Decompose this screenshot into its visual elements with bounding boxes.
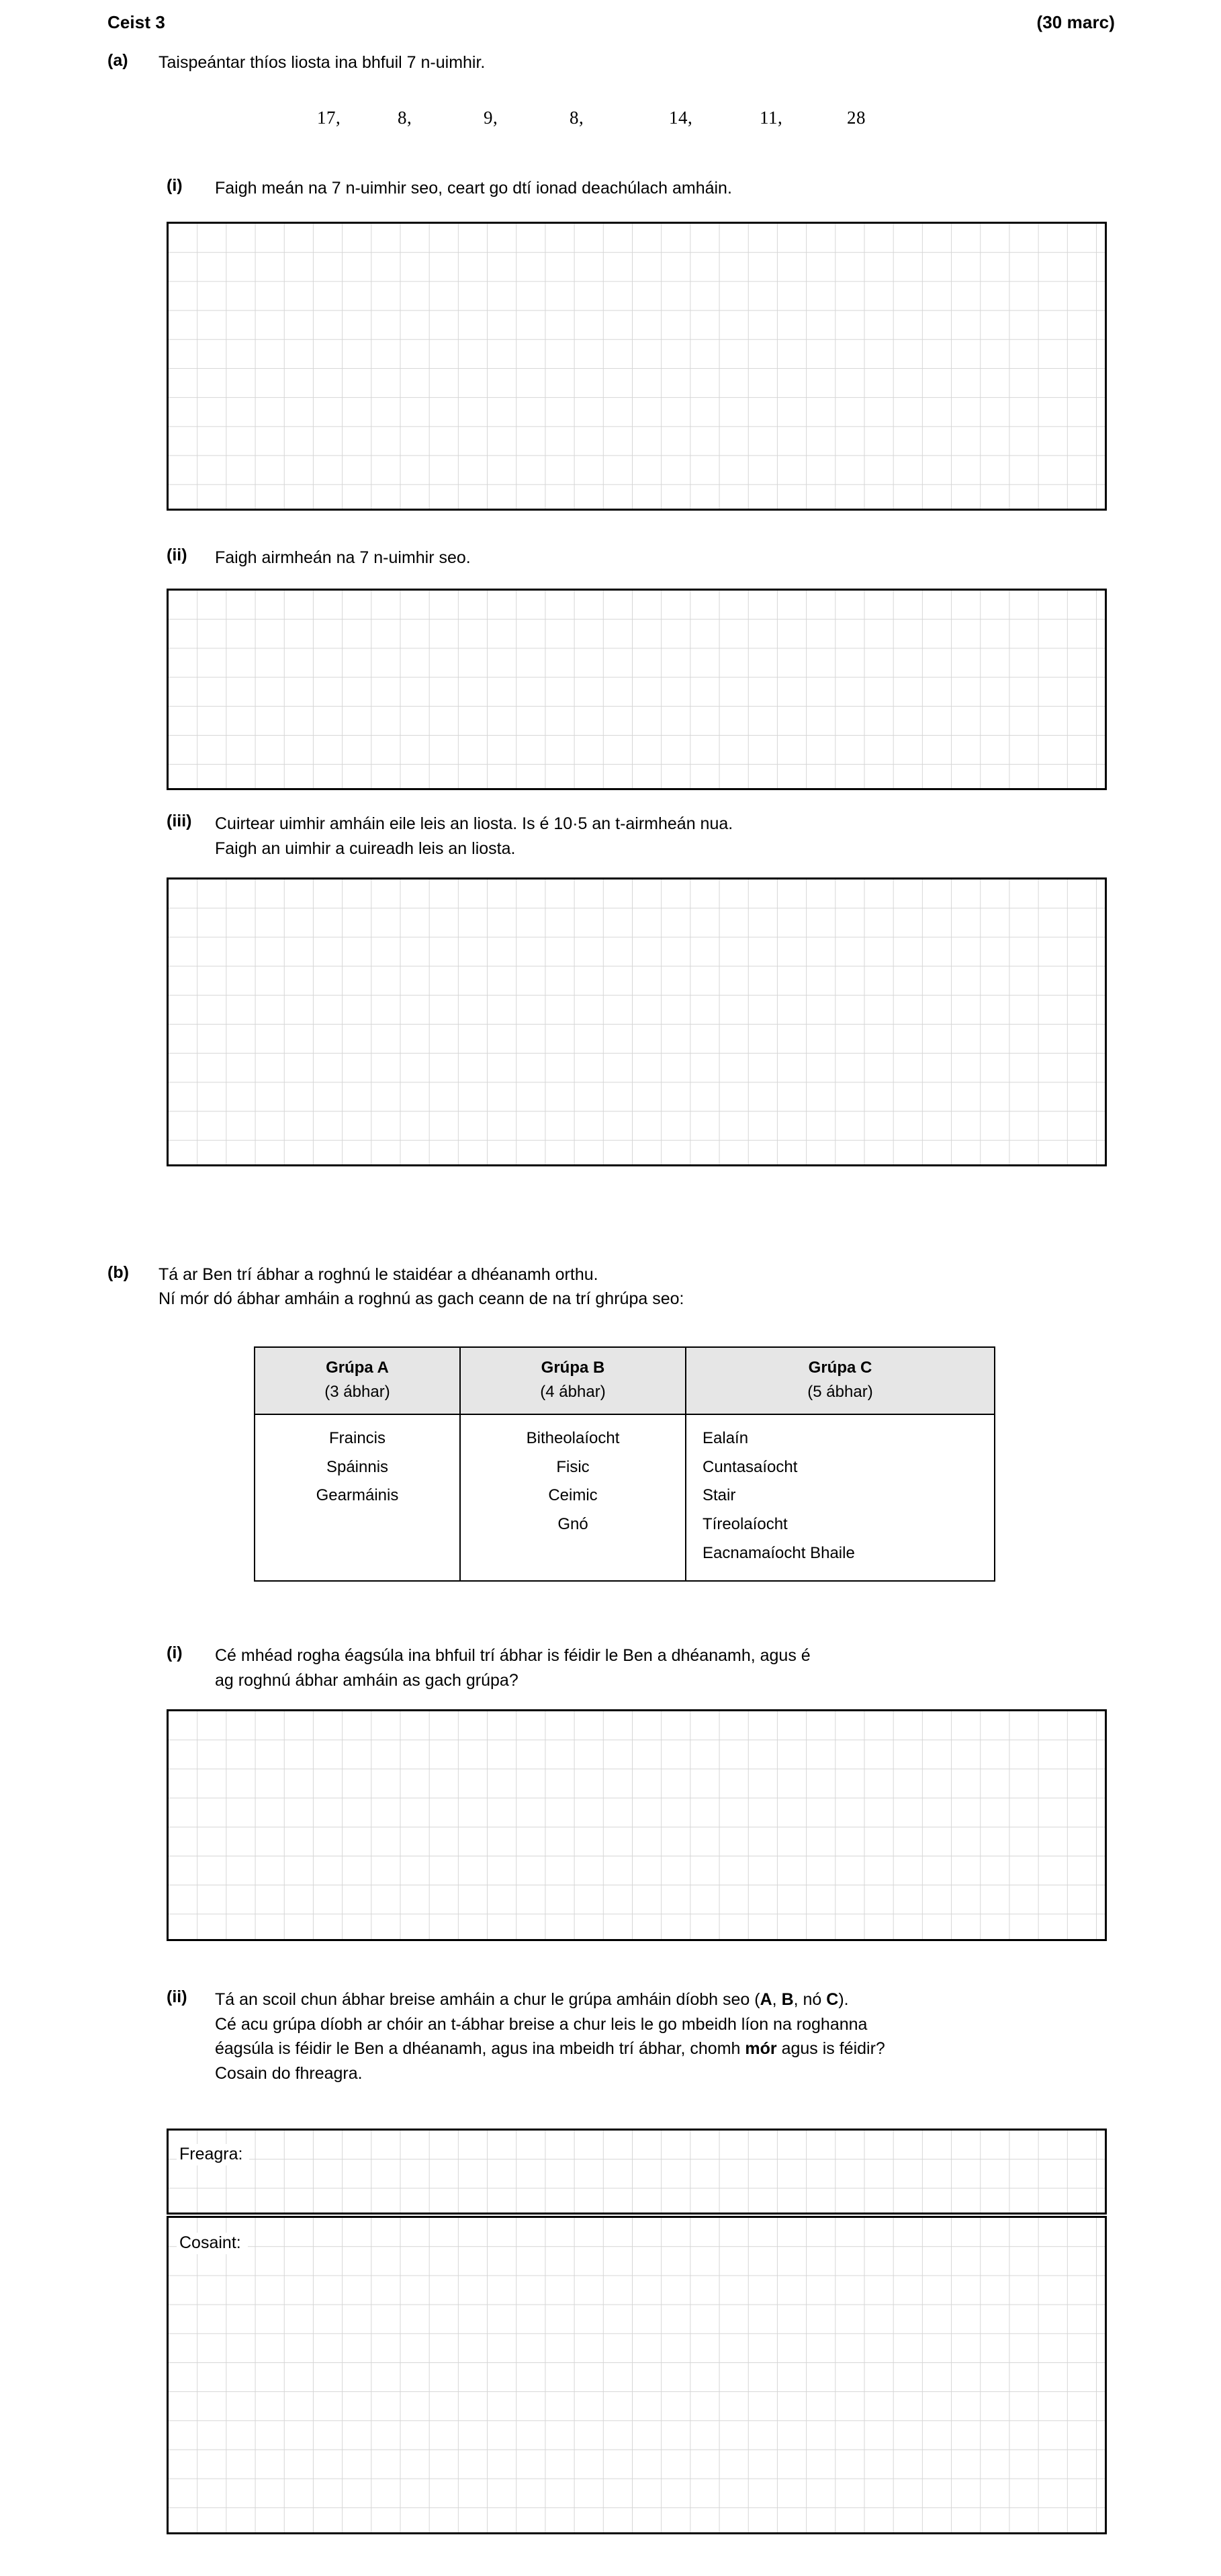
question-a-ii-label: (ii) [167,546,187,564]
subject-item: Stair [703,1486,736,1505]
number-list [317,108,989,128]
question-b-i-text [215,1643,811,1692]
question-b-ii [167,1987,1120,2086]
question-a-i-label: (i) [167,176,183,195]
group-b-count: (4 ábhar) [540,1383,606,1401]
question-a-iii-text [215,812,733,861]
subject-item: Eacnamaíocht Bhaile [703,1543,855,1562]
question-b-ii-label: (ii) [167,1987,187,2006]
part-b-line2: Ní mór dó ábhar amháin a roghnú as gach ceann de na trí ghrúpa seo: [159,1289,684,1308]
question-b-ii-line4: Cosain do fhreagra. [215,2063,363,2083]
group-ref-a: A [760,1990,772,2009]
subject-groups-table [254,1346,995,1582]
q-b-ii-l1-pre: Tá an scoil chun ábhar breise amháin a chur le grúpa amháin díobh seo ( [215,1990,760,2009]
question-b-i-label: (i) [167,1643,183,1662]
group-b-subjects-cell [460,1414,686,1581]
question-b-i-line2: ag roghnú ábhar amháin as gach grúpa? [215,1670,518,1690]
part-b-intro [159,1263,684,1311]
emphasis-mor: mór [745,2039,777,2058]
answer-grid-a-i[interactable] [167,222,1107,511]
number-item: 17, [317,108,341,128]
subject-item: Fraincis [328,1429,386,1447]
group-a-count: (3 ábhar) [324,1383,390,1401]
number-item: 28 [847,108,866,128]
question-a-iii-line1: Cuirtear uimhir amháin eile leis an liosta. Is é 10·5 an t-airmheán nua. [215,814,733,833]
question-b-i-line1: Cé mhéad rogha éagsúla ina bhfuil trí ábhar is féidir le Ben a dhéanamh, agus é [215,1646,811,1665]
table-header-row [255,1347,995,1414]
answer-grid-a-iii[interactable] [167,877,1107,1166]
answer-grid-a-ii[interactable] [167,589,1107,790]
question-b-ii-line3 [215,2036,885,2061]
question-title: Ceist 3 [107,12,165,32]
question-a-ii [167,546,1053,570]
cosaint-label: Cosaint: [177,2233,248,2254]
page-header [107,12,1115,33]
part-b-line1: Tá ar Ben trí ábhar a roghnú le staidéar a dhéanamh orthu. [159,1265,598,1284]
subject-item: Fisic [556,1457,590,1476]
answer-grid-cosaint[interactable] [167,2216,1107,2534]
number-item: 8, [570,108,584,128]
answer-grid-b-i[interactable] [167,1709,1107,1941]
question-a-iii-line2: Faigh an uimhir a cuireadh leis an liosta. [215,839,516,858]
question-a-i [167,176,1053,201]
table-header-group-b [460,1347,686,1414]
part-b [107,1263,1048,1311]
table-body-row [255,1414,995,1581]
number-item: 9, [484,108,498,128]
table-header-group-a [255,1347,460,1414]
question-a-iii-label: (iii) [167,812,192,830]
group-ref-c: C [826,1990,839,2009]
subject-item: Gnó [557,1515,588,1534]
subject-item: Ceimic [548,1486,598,1505]
group-b-name: Grúpa B [541,1359,605,1377]
question-b-ii-line1 [215,1987,885,2012]
group-c-name: Grúpa C [808,1359,872,1377]
part-a [107,51,1048,75]
question-b-ii-text [215,1987,885,2086]
subject-item: Tíreolaíocht [703,1515,788,1534]
group-c-subjects-cell [686,1414,995,1581]
freagra-label: Freagra: [177,2144,249,2165]
subject-item: Spáinnis [326,1457,389,1476]
table-header-group-c [686,1347,995,1414]
subject-item: Gearmáinis [316,1486,399,1505]
number-item: 11, [760,108,783,128]
q-b-ii-l3-pre: éagsúla is féidir le Ben a dhéanamh, agus ina mbeidh trí ábhar, chomh [215,2039,745,2058]
subject-item: Ealaín [703,1429,749,1447]
part-b-label: (b) [107,1263,129,1282]
q-b-ii-l1-post: ). [838,1990,849,2009]
group-a-subjects-cell [255,1414,460,1581]
question-a-i-text: Faigh meán na 7 n-uimhir seo, ceart go dtí ionad deachúlach amháin. [215,179,732,198]
subject-item: Cuntasaíocht [703,1457,798,1476]
group-c-count: (5 ábhar) [807,1383,873,1401]
q-b-ii-l1-sep2: , nó [793,1990,827,2009]
answer-grid-freagra[interactable] [167,2129,1107,2215]
group-ref-b: B [781,1990,794,2009]
question-a-iii [167,812,1067,861]
q-b-ii-l3-post: agus is féidir? [776,2039,885,2058]
number-item: 14, [669,108,693,128]
q-b-ii-l1-sep1: , [772,1990,782,2009]
question-a-ii-text: Faigh airmheán na 7 n-uimhir seo. [215,548,471,567]
group-a-name: Grúpa A [326,1359,389,1377]
part-a-label: (a) [107,51,128,70]
question-b-ii-line2: Cé acu grúpa díobh ar chóir an t-ábhar breise a chur leis le go mbeidh líon na roghanna [215,2014,868,2034]
marks-badge: (30 marc) [1036,12,1115,32]
number-item: 8, [398,108,412,128]
part-a-intro: Taispeántar thíos liosta ina bhfuil 7 n-uimhir. [159,53,486,72]
subject-item: Bitheolaíocht [526,1429,620,1447]
question-b-i [167,1643,1107,1692]
